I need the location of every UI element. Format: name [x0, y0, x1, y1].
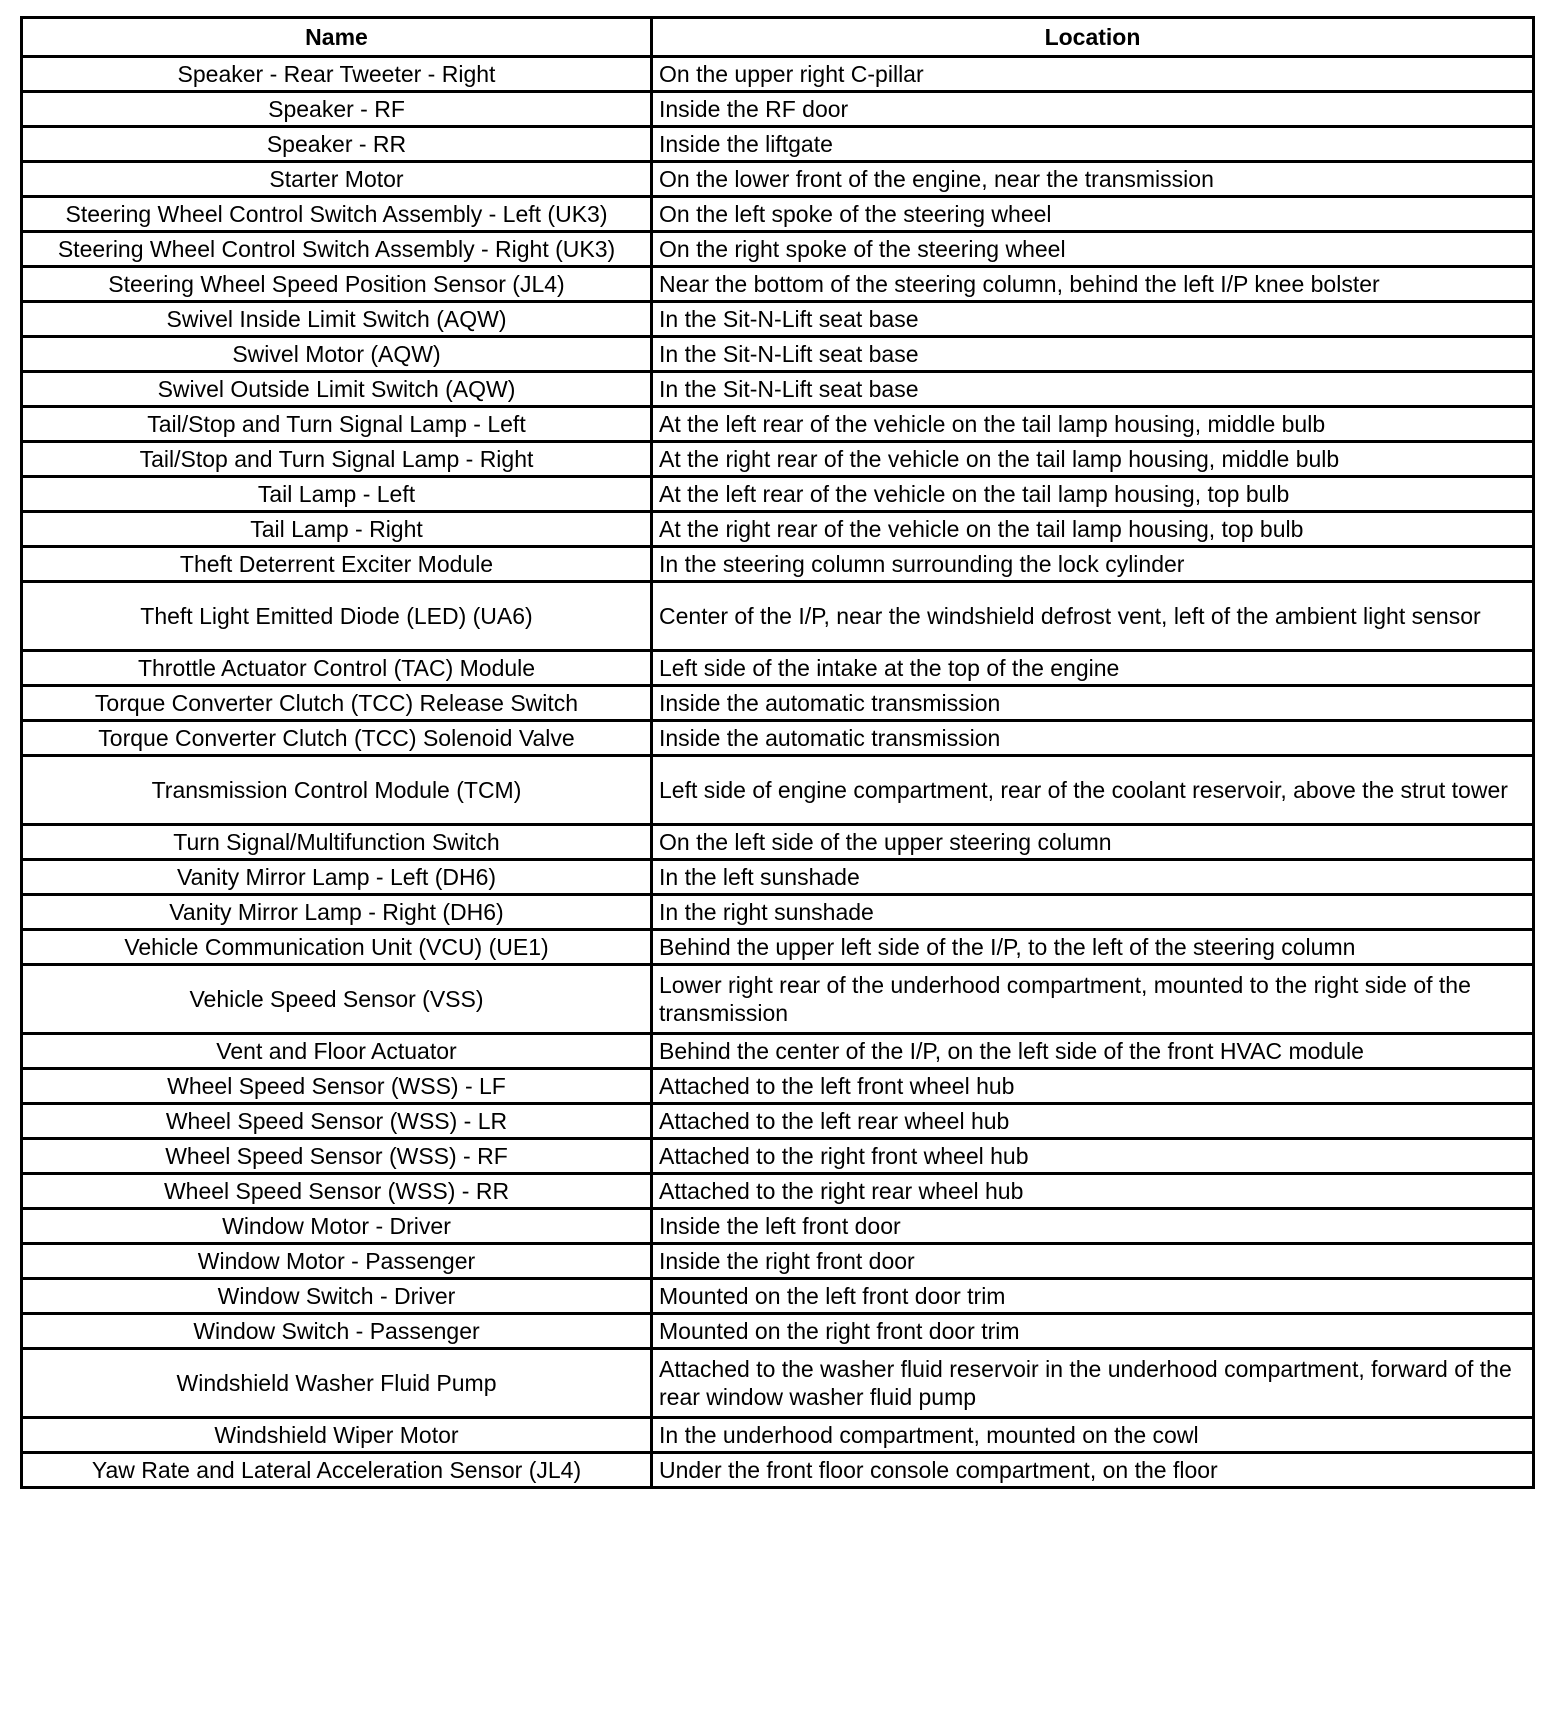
component-location-cell: Attached to the washer fluid reservoir in the underhood compartment, forward of the rear window washer fluid pump: [652, 1349, 1534, 1418]
table-row: [22, 337, 1534, 372]
component-location-cell: Inside the automatic transmission: [652, 721, 1534, 756]
component-name-cell: Speaker - RF: [22, 92, 652, 127]
component-location-cell: On the right spoke of the steering wheel: [652, 232, 1534, 267]
component-name-cell: Windshield Wiper Motor: [22, 1418, 652, 1453]
component-location-cell: Mounted on the left front door trim: [652, 1279, 1534, 1314]
component-name-cell: Window Switch - Passenger: [22, 1314, 652, 1349]
table-row: [22, 1174, 1534, 1209]
component-location-cell: At the right rear of the vehicle on the tail lamp housing, top bulb: [652, 512, 1534, 547]
table-row: [22, 1279, 1534, 1314]
table-row: [22, 1453, 1534, 1488]
component-name-cell: Transmission Control Module (TCM): [22, 756, 652, 825]
component-name-cell: Starter Motor: [22, 162, 652, 197]
component-location-cell: In the steering column surrounding the lock cylinder: [652, 547, 1534, 582]
table-row: [22, 1034, 1534, 1069]
table-row: [22, 825, 1534, 860]
table-row: [22, 302, 1534, 337]
component-name-cell: Wheel Speed Sensor (WSS) - LF: [22, 1069, 652, 1104]
table-row: [22, 1314, 1534, 1349]
component-name-cell: Tail Lamp - Right: [22, 512, 652, 547]
table-row: [22, 721, 1534, 756]
table-row: [22, 1139, 1534, 1174]
component-location-cell: At the left rear of the vehicle on the tail lamp housing, middle bulb: [652, 407, 1534, 442]
component-name-cell: Steering Wheel Speed Position Sensor (JL4): [22, 267, 652, 302]
table-row: [22, 582, 1534, 651]
table-row: [22, 860, 1534, 895]
component-name-cell: Tail/Stop and Turn Signal Lamp - Right: [22, 442, 652, 477]
table-row: [22, 92, 1534, 127]
component-location-cell: In the left sunshade: [652, 860, 1534, 895]
component-name-cell: Vehicle Communication Unit (VCU) (UE1): [22, 930, 652, 965]
column-header-name: Name: [22, 18, 652, 57]
component-name-cell: Steering Wheel Control Switch Assembly - Right (UK3): [22, 232, 652, 267]
component-location-cell: At the left rear of the vehicle on the tail lamp housing, top bulb: [652, 477, 1534, 512]
component-name-cell: Yaw Rate and Lateral Acceleration Sensor (JL4): [22, 1453, 652, 1488]
component-name-cell: Window Motor - Passenger: [22, 1244, 652, 1279]
component-location-cell: In the Sit-N-Lift seat base: [652, 337, 1534, 372]
component-location-cell: Lower right rear of the underhood compartment, mounted to the right side of the transmission: [652, 965, 1534, 1034]
table-row: [22, 1418, 1534, 1453]
component-name-cell: Turn Signal/Multifunction Switch: [22, 825, 652, 860]
component-name-cell: Torque Converter Clutch (TCC) Release Switch: [22, 686, 652, 721]
table-row: [22, 965, 1534, 1034]
component-location-cell: Center of the I/P, near the windshield defrost vent, left of the ambient light sensor: [652, 582, 1534, 651]
table-row: [22, 1069, 1534, 1104]
table-row: [22, 651, 1534, 686]
component-location-cell: Behind the upper left side of the I/P, to the left of the steering column: [652, 930, 1534, 965]
table-row: [22, 407, 1534, 442]
table-row: [22, 895, 1534, 930]
component-location-cell: Behind the center of the I/P, on the left side of the front HVAC module: [652, 1034, 1534, 1069]
table-row: [22, 372, 1534, 407]
component-location-cell: In the Sit-N-Lift seat base: [652, 372, 1534, 407]
table-row: [22, 57, 1534, 92]
component-location-cell: Inside the right front door: [652, 1244, 1534, 1279]
component-name-cell: Theft Deterrent Exciter Module: [22, 547, 652, 582]
component-location-cell: Inside the automatic transmission: [652, 686, 1534, 721]
table-row: [22, 1104, 1534, 1139]
component-name-cell: Tail/Stop and Turn Signal Lamp - Left: [22, 407, 652, 442]
component-name-cell: Wheel Speed Sensor (WSS) - RF: [22, 1139, 652, 1174]
component-name-cell: Window Switch - Driver: [22, 1279, 652, 1314]
table-row: [22, 686, 1534, 721]
component-name-cell: Torque Converter Clutch (TCC) Solenoid Valve: [22, 721, 652, 756]
table-row: [22, 756, 1534, 825]
component-location-cell: Attached to the left rear wheel hub: [652, 1104, 1534, 1139]
component-name-cell: Speaker - Rear Tweeter - Right: [22, 57, 652, 92]
component-name-cell: Swivel Motor (AQW): [22, 337, 652, 372]
component-name-cell: Swivel Outside Limit Switch (AQW): [22, 372, 652, 407]
table-body: [22, 57, 1534, 1488]
component-name-cell: Swivel Inside Limit Switch (AQW): [22, 302, 652, 337]
table-row: [22, 547, 1534, 582]
component-location-cell: In the underhood compartment, mounted on the cowl: [652, 1418, 1534, 1453]
component-location-cell: Attached to the right rear wheel hub: [652, 1174, 1534, 1209]
component-location-table: [20, 16, 1535, 1489]
component-location-cell: On the left side of the upper steering column: [652, 825, 1534, 860]
component-location-cell: Attached to the left front wheel hub: [652, 1069, 1534, 1104]
component-location-cell: Inside the left front door: [652, 1209, 1534, 1244]
table-row: [22, 197, 1534, 232]
component-name-cell: Vent and Floor Actuator: [22, 1034, 652, 1069]
component-location-cell: On the lower front of the engine, near the transmission: [652, 162, 1534, 197]
component-name-cell: Vehicle Speed Sensor (VSS): [22, 965, 652, 1034]
component-name-cell: Throttle Actuator Control (TAC) Module: [22, 651, 652, 686]
table-row: [22, 512, 1534, 547]
table-row: [22, 232, 1534, 267]
component-location-cell: On the left spoke of the steering wheel: [652, 197, 1534, 232]
table-row: [22, 127, 1534, 162]
component-location-cell: Near the bottom of the steering column, behind the left I/P knee bolster: [652, 267, 1534, 302]
header-row: [22, 18, 1534, 57]
component-name-cell: Speaker - RR: [22, 127, 652, 162]
component-location-cell: Attached to the right front wheel hub: [652, 1139, 1534, 1174]
component-location-cell: Left side of the intake at the top of the engine: [652, 651, 1534, 686]
component-name-cell: Window Motor - Driver: [22, 1209, 652, 1244]
component-location-cell: At the right rear of the vehicle on the tail lamp housing, middle bulb: [652, 442, 1534, 477]
table-row: [22, 162, 1534, 197]
component-name-cell: Vanity Mirror Lamp - Right (DH6): [22, 895, 652, 930]
component-location-cell: Left side of engine compartment, rear of the coolant reservoir, above the strut tower: [652, 756, 1534, 825]
table-row: [22, 442, 1534, 477]
component-name-cell: Vanity Mirror Lamp - Left (DH6): [22, 860, 652, 895]
component-name-cell: Wheel Speed Sensor (WSS) - LR: [22, 1104, 652, 1139]
component-location-cell: Mounted on the right front door trim: [652, 1314, 1534, 1349]
table-row: [22, 267, 1534, 302]
table-row: [22, 1209, 1534, 1244]
component-name-cell: Steering Wheel Control Switch Assembly - Left (UK3): [22, 197, 652, 232]
component-location-cell: On the upper right C-pillar: [652, 57, 1534, 92]
component-location-cell: Inside the liftgate: [652, 127, 1534, 162]
component-location-cell: In the Sit-N-Lift seat base: [652, 302, 1534, 337]
component-name-cell: Wheel Speed Sensor (WSS) - RR: [22, 1174, 652, 1209]
table-row: [22, 1244, 1534, 1279]
component-location-cell: Under the front floor console compartment, on the floor: [652, 1453, 1534, 1488]
table-row: [22, 1349, 1534, 1418]
component-location-cell: In the right sunshade: [652, 895, 1534, 930]
table-row: [22, 930, 1534, 965]
table-row: [22, 477, 1534, 512]
component-name-cell: Tail Lamp - Left: [22, 477, 652, 512]
component-location-cell: Inside the RF door: [652, 92, 1534, 127]
column-header-location: Location: [652, 18, 1534, 57]
component-name-cell: Theft Light Emitted Diode (LED) (UA6): [22, 582, 652, 651]
component-name-cell: Windshield Washer Fluid Pump: [22, 1349, 652, 1418]
